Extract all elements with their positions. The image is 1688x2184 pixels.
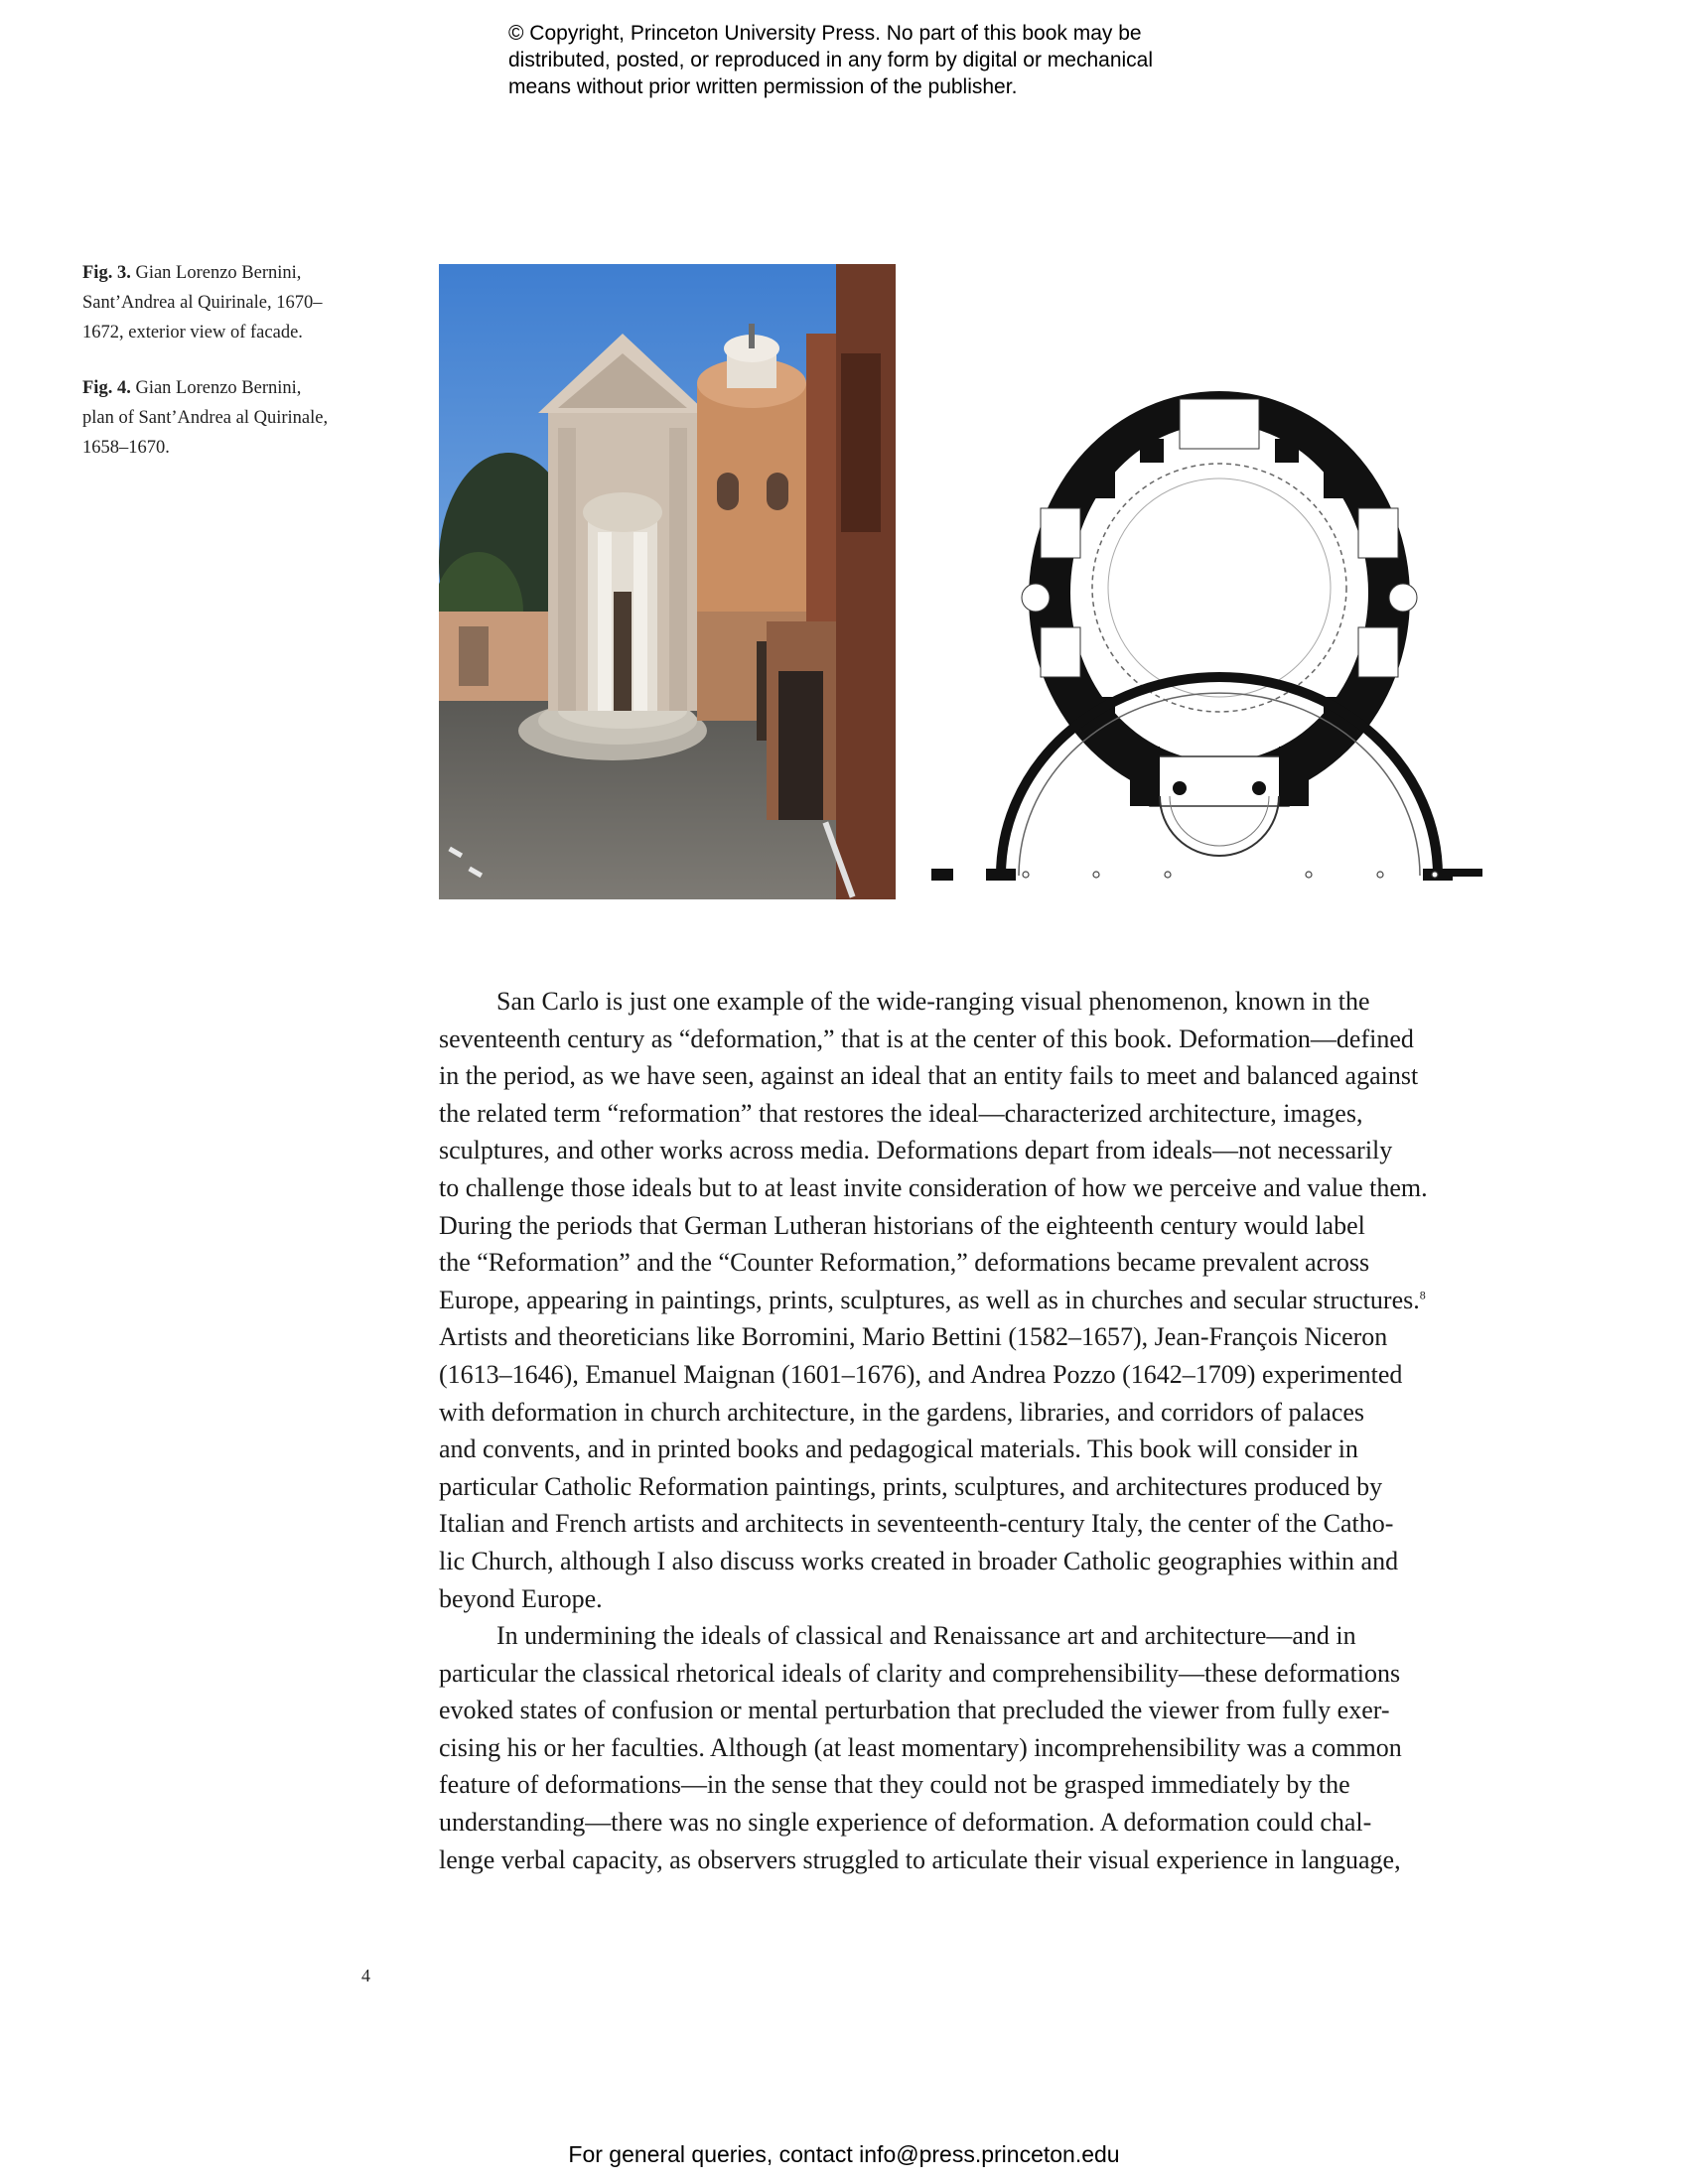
body-line: San Carlo is just one example of the wide-ranging visual phenomenon, known in the bbox=[496, 987, 1370, 1016]
body-line: Europe, appearing in paintings, prints, sculptures, as well as in churches and secular structures. bbox=[439, 1285, 1420, 1314]
body-line: cising his or her faculties. Although (at least momentary) incomprehensibility was a common bbox=[439, 1732, 1402, 1762]
church-floor-plan bbox=[931, 379, 1527, 895]
body-line: to challenge those ideals but to at least invite consideration of how we perceive and value them. bbox=[439, 1172, 1428, 1202]
body-line: with deformation in church architecture, in the gardens, libraries, and corridors of palaces bbox=[439, 1397, 1365, 1427]
caption-text: 1658–1670. bbox=[82, 438, 170, 458]
body-line: the related term “reformation” that restores the ideal—characterized architecture, images, bbox=[439, 1098, 1363, 1128]
body-line: In undermining the ideals of classical and Renaissance art and architecture—and in bbox=[496, 1621, 1356, 1651]
body-line: During the periods that German Lutheran historians of the eighteenth century would label bbox=[439, 1210, 1365, 1240]
body-line: (1613–1646), Emanuel Maignan (1601–1676), and Andrea Pozzo (1642–1709) experimented bbox=[439, 1359, 1403, 1389]
body-line: evoked states of confusion or mental perturbation that precluded the viewer from fully exer- bbox=[439, 1696, 1390, 1725]
figure-4-caption bbox=[82, 373, 380, 463]
copyright-notice bbox=[508, 20, 1223, 100]
body-line: particular the classical rhetorical ideals of clarity and comprehensibility—these deformations bbox=[439, 1658, 1401, 1688]
body-line: sculptures, and other works across media. Deformations depart from ideals—not necessarily bbox=[439, 1136, 1393, 1165]
caption-text: 1672, exterior view of facade. bbox=[82, 323, 303, 342]
caption-text: Gian Lorenzo Bernini, bbox=[130, 263, 302, 283]
page-number: 4 bbox=[361, 1966, 370, 1985]
body-line: lenge verbal capacity, as observers struggled to articulate their visual experience in language, bbox=[439, 1844, 1401, 1874]
figure-4-label: Fig. 4. bbox=[82, 378, 131, 398]
copyright-line: © Copyright, Princeton University Press. No part of this book may be bbox=[508, 22, 1142, 45]
body-line: feature of deformations—in the sense that they could not be grasped immediately by the bbox=[439, 1770, 1350, 1800]
footer-contact bbox=[0, 2141, 1688, 2168]
church-facade-photo bbox=[439, 264, 896, 899]
caption-text: plan of Sant’Andrea al Quirinale, bbox=[82, 408, 329, 428]
caption-text: Gian Lorenzo Bernini, bbox=[130, 378, 302, 398]
copyright-line: distributed, posted, or reproduced in any form by digital or mechanical bbox=[508, 49, 1154, 71]
body-line: and convents, and in printed books and pedagogical materials. This book will consider in bbox=[439, 1434, 1358, 1464]
body-line: seventeenth century as “deformation,” that is at the center of this book. Deformation—defined bbox=[439, 1024, 1414, 1053]
copyright-line: means without prior written permission of the publisher. bbox=[508, 75, 1018, 98]
body-line: in the period, as we have seen, against an ideal that an entity fails to meet and balanced against bbox=[439, 1061, 1419, 1091]
body-line: the “Reformation” and the “Counter Reformation,” deformations became prevalent across bbox=[439, 1248, 1370, 1278]
body-line: beyond Europe. bbox=[439, 1583, 603, 1613]
body-text bbox=[439, 983, 1491, 1878]
caption-text: Sant’Andrea al Quirinale, 1670– bbox=[82, 293, 323, 313]
body-line: Artists and theoreticians like Borromini, Mario Bettini (1582–1657), Jean-François Niceron bbox=[439, 1322, 1388, 1352]
body-line: Italian and French artists and architects in seventeenth-century Italy, the center of the Catho- bbox=[439, 1509, 1394, 1539]
body-line: particular Catholic Reformation paintings, prints, sculptures, and architectures produced by bbox=[439, 1471, 1383, 1501]
body-line: understanding—there was no single experience of deformation. A deformation could chal- bbox=[439, 1808, 1372, 1838]
figure-3-label: Fig. 3. bbox=[82, 263, 131, 283]
body-line: lic Church, although I also discuss works created in broader Catholic geographies within and bbox=[439, 1546, 1399, 1575]
footer-text: For general queries, contact info@press.princeton.edu bbox=[568, 2141, 1120, 2167]
figure-3-caption bbox=[82, 258, 380, 347]
footnote-ref[interactable]: 8 bbox=[1419, 1288, 1426, 1302]
